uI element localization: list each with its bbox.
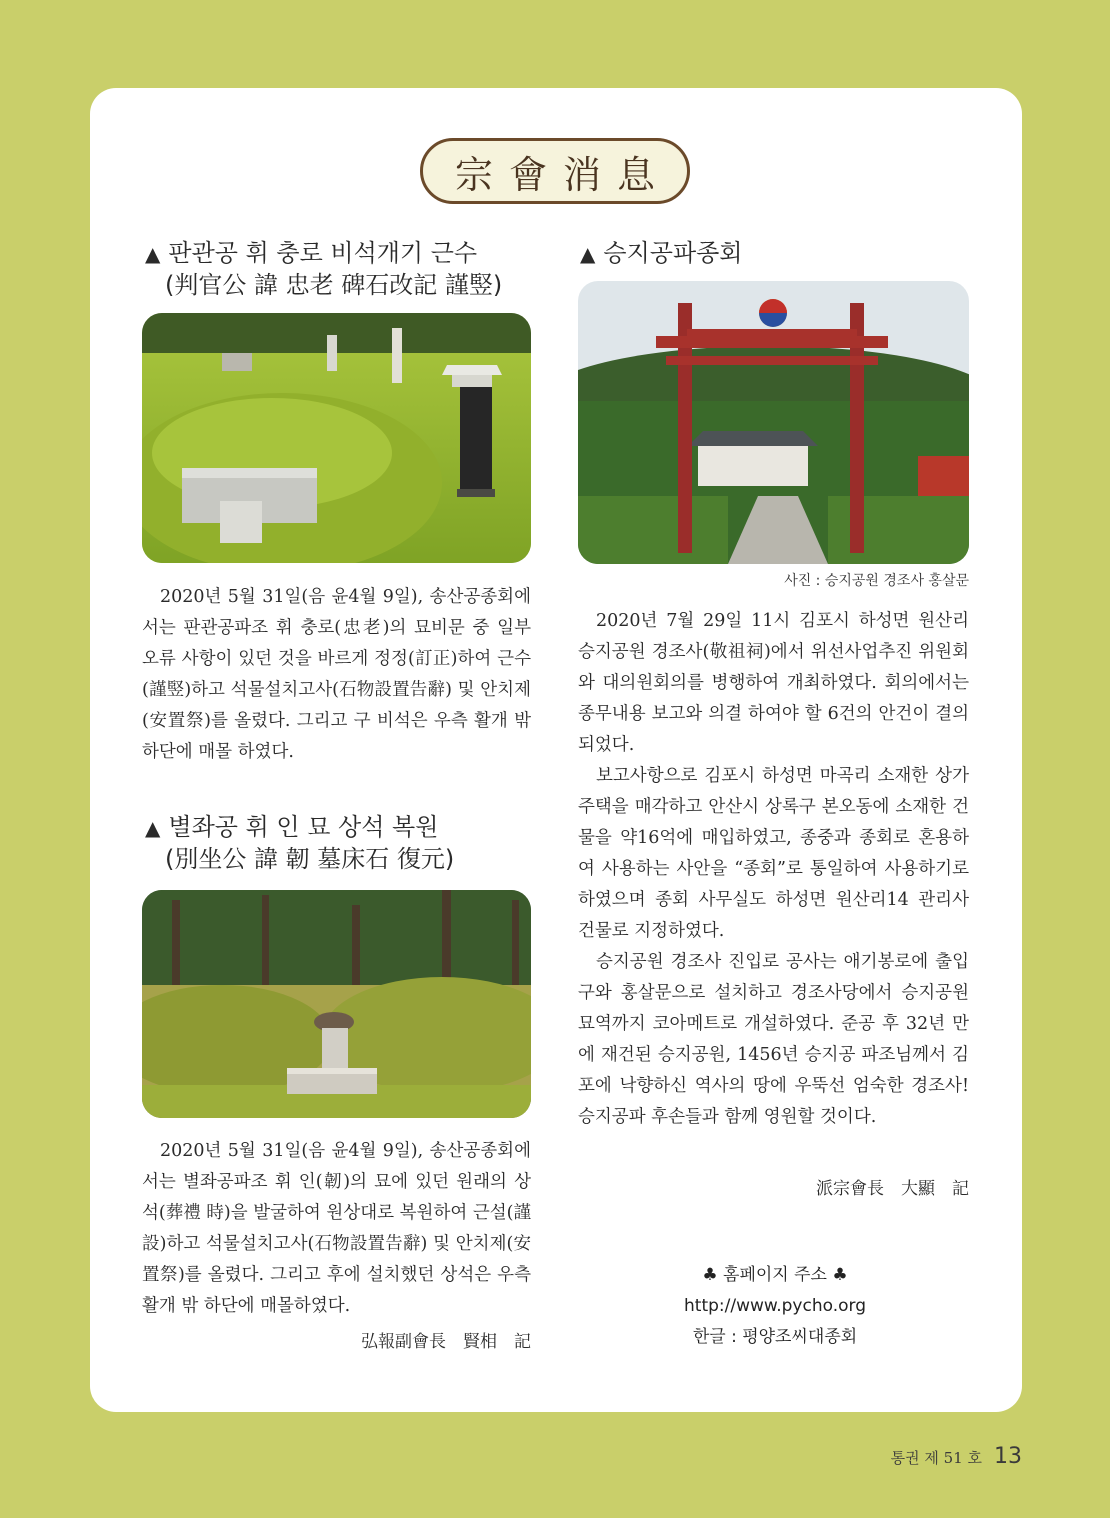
section2-body — [142, 1136, 531, 1322]
tomb-stone-table-photo — [142, 890, 531, 1118]
section2-paragraph: 2020년 5월 31일(음 윤4월 9일), 송산공종회에서는 별좌공파조 휘 인(韌)의 묘에 있던 원래의 상석(葬禮 時)을 발굴하여 원상대로 복원하여 근설(謹設)하고 석물설치고사(石物設置告辭) 및 안치제(安置祭)를 올렸다. 그리고 후에 설치했던 상석은 우측 활개 밖 하단에 매몰하였다. — [142, 1141, 531, 1316]
issue-number: 통권 제 51 호 — [890, 1449, 982, 1467]
section1-heading — [145, 238, 545, 301]
right-paragraph-2: 보고사항으로 김포시 하성면 마곡리 소재한 상가 주택을 매각하고 안산시 상록구 본오동에 소재한 건물을 약16억에 매입하였고, 종중과 종회로 혼용하여 사용하는 사안을 “종회”로 통일하여 사용하기로 하였으며 종회 사무실도 하성면 원산리14 관리사 건물로 지정하였다. — [578, 766, 969, 941]
section2-subtitle: (別坐公 諱 韌 墓床石 復元) — [165, 845, 455, 873]
section2-signature: 弘報副會長 賢相 記 — [361, 1332, 531, 1352]
homepage-korean-address: 한글 : 평양조씨대종회 — [692, 1327, 858, 1347]
photo-caption: 사진 : 승지공원 경조사 홍살문 — [784, 573, 969, 589]
right-paragraph-1: 2020년 7월 29일 11시 김포시 하성면 원산리 승지공원 경조사(敬祖祠)에서 위선사업추진 위원회와 대의원회의를 병행하여 개최하였다. 회의에서는 종무내용 보고와 의결 하여야 할 6건의 안건이 결의되었다. — [578, 611, 969, 755]
section2-heading — [145, 812, 545, 875]
hongsalmun-gate-photo — [578, 281, 969, 564]
page-number: 13 — [994, 1444, 1022, 1469]
grave-stele-photo — [142, 313, 531, 563]
homepage-url[interactable]: http://www.pycho.org — [684, 1296, 866, 1316]
homepage-box — [620, 1260, 930, 1353]
section2-title: 별좌공 휘 인 묘 상석 복원 — [168, 813, 439, 841]
right-section-body — [578, 606, 969, 1133]
section1-subtitle: (判官公 諱 忠老 碑石改記 謹竪) — [165, 271, 503, 299]
page-footer — [891, 1444, 1022, 1469]
section1-title: 판관공 휘 충로 비석개기 근수 — [168, 239, 478, 267]
right-paragraph-3: 승지공원 경조사 진입로 공사는 애기봉로에 출입구와 홍살문으로 설치하고 경조사당에서 승지공원 묘역까지 코아메트로 개설하였다. 준공 후 32년 만에 재건된 승지공원, 1456년 승지공 파조님께서 김포에 낙향하신 역사의 땅에 우뚝선 엄숙한 경조사! 승지공파 후손들과 함께 영원할 것이다. — [578, 952, 969, 1127]
section1-paragraph: 2020년 5월 31일(음 윤4월 9일), 송산공종회에서는 판관공파조 휘 충로(忠老)의 묘비문 중 일부 오류 사항이 있던 것을 바르게 정정(訂正)하여 근수(謹竪)하고 석물설치고사(石物設置告辭) 및 안치제(安置祭)를 올렸다. 그리고 구 비석은 우측 활개 밖 하단에 매몰 하였다. — [142, 587, 531, 762]
page-title-box — [420, 138, 690, 204]
right-section-heading — [580, 238, 960, 270]
triangle-marker: ▲ — [580, 242, 596, 266]
section1-body — [142, 582, 531, 768]
triangle-marker: ▲ — [145, 816, 161, 840]
right-section-title: 승지공파종회 — [603, 239, 743, 267]
homepage-title: ♣ 홈페이지 주소 ♣ — [702, 1265, 848, 1285]
page-title: 宗會消息 — [454, 152, 671, 197]
right-section-signature: 派宗會長 大顯 記 — [816, 1179, 969, 1199]
triangle-marker: ▲ — [145, 242, 161, 266]
